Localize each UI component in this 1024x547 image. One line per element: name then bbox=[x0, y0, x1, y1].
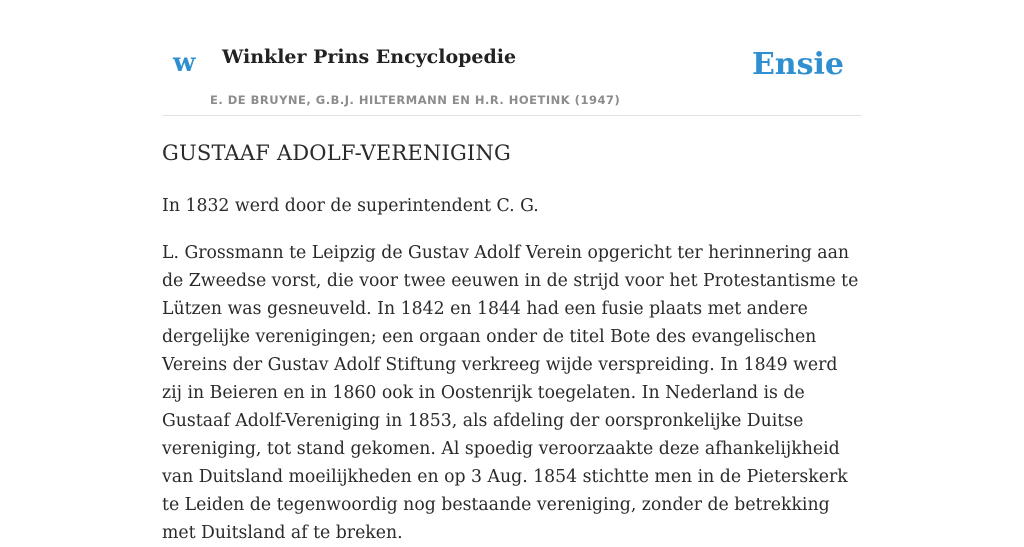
source-title[interactable]: Winkler Prins Encyclopedie bbox=[222, 46, 517, 68]
winkler-prins-logo[interactable]: w bbox=[173, 48, 196, 78]
ensie-brand-link[interactable]: Ensie bbox=[751, 47, 844, 82]
source-header bbox=[162, 0, 862, 116]
page bbox=[162, 0, 862, 543]
article-paragraph: L. Grossmann te Leipzig de Gustav Adolf Verein opgericht ter herinnering aan de Zweedse vorst, die voor twee eeuwen in de strijd voor het Protestantisme te Lützen was gesneuveld. In 1842 en 1844 had een fusie plaats met andere dergelijke verenigingen; een orgaan onder de titel Bote des evangelischen Vereins der Gustav Adolf Stiftung verkreeg wijde verspreiding. In 1849 werd zij in Beieren en in 1860 ook in Oostenrijk toegelaten. In Nederland is de Gustaaf Adolf-Vereniging in 1853, als afdeling der oorspronkelijke Duitse vereniging, tot stand gekomen. Al spoedig veroorzaakte deze afhankelijkheid van Duitsland moeilijkheden en op 3 Aug. 1854 stichtte men in de Pieterskerk te Leiden de tegenwoordig nog bestaande vereniging, zonder de betrekking met Duitsland af te breken. bbox=[162, 243, 859, 543]
source-authors: E. DE BRUYNE, G.B.J. HILTERMANN EN H.R. HOETINK (1947) bbox=[210, 93, 621, 107]
article-paragraph: In 1832 werd door de superintendent C. G. bbox=[162, 196, 539, 216]
article-title: GUSTAAF ADOLF-VERENIGING bbox=[162, 141, 511, 165]
